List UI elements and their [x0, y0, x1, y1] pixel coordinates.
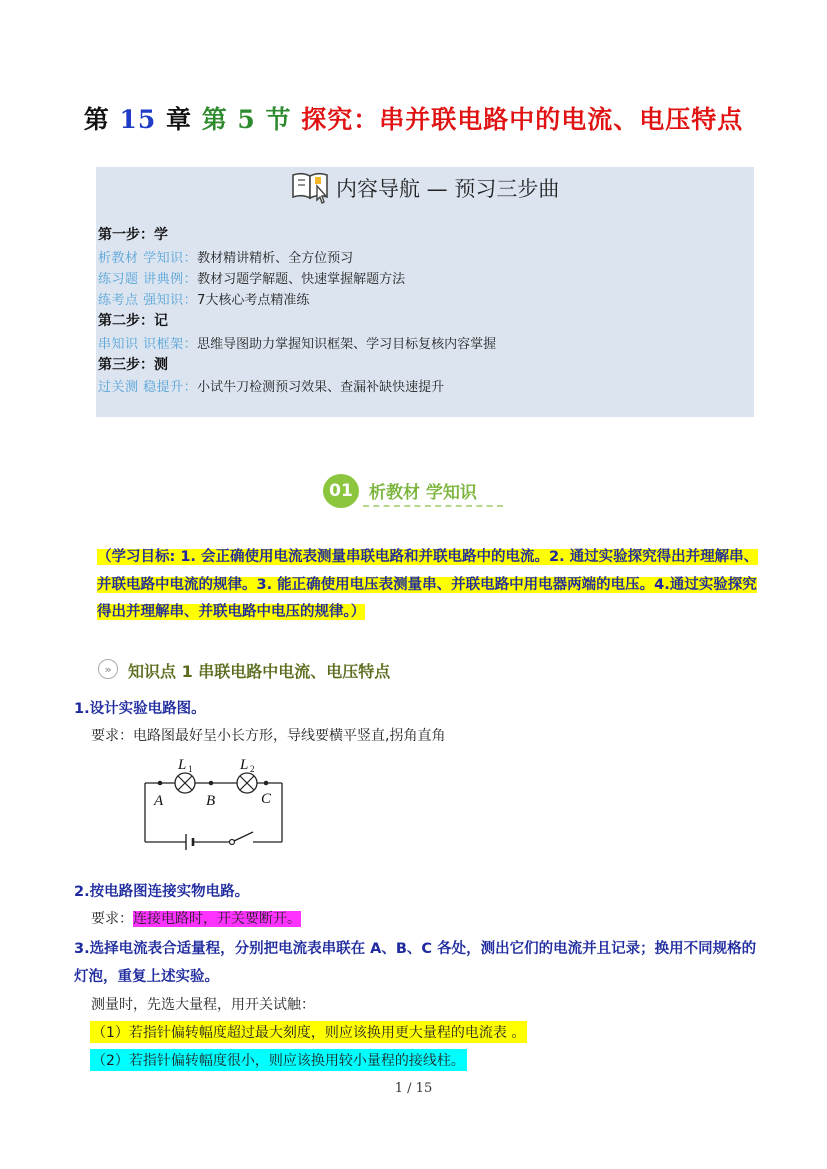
nav-line-desc: 7大核心考点精准练 [197, 293, 310, 308]
section-label: 析教材 学知识 [369, 483, 477, 503]
lamp-l1-label: L [178, 757, 187, 773]
nav-line-tag: 练习题 讲典例： [98, 272, 198, 287]
nav-line [98, 333, 496, 352]
nav-line [98, 376, 444, 395]
measurement-note: 测量时，先选大量程，用开关试触： [91, 997, 315, 1013]
nav-line-tag: 析教材 学知识： [98, 251, 198, 266]
knowledge-point-title: 知识点 1 串联电路中电流、电压特点 [128, 662, 391, 681]
lamp-l2-subscript: 2 [250, 764, 255, 774]
learning-goal-line: 得出并理解串、并联电路中电压的规律。） [97, 604, 366, 620]
learning-goal-line: （学习目标: 1. 会正确使用电流表测量串联电路和并联电路中的电流。2. 通过实验探究得出并理解串、 [97, 549, 759, 565]
series-circuit-diagram [140, 755, 290, 860]
book-pointer-icon [290, 167, 332, 209]
lamp-l2-icon [237, 773, 257, 793]
step-heading: 1.设计实验电路图。 [74, 701, 206, 717]
switch-contact [230, 840, 235, 845]
nav-line-desc: 教材习题学解题、快速掌握解题方法 [197, 272, 406, 287]
double-chevron-icon: » [98, 659, 118, 679]
point-c-label: C [261, 791, 272, 807]
nav-heading: 内容导航 — 预习三步曲 [336, 177, 560, 201]
title-section-number: 5 [237, 105, 256, 134]
step-heading-continued: 灯泡，重复上述实验。 [74, 969, 219, 985]
switch-lever [234, 832, 253, 841]
page-number: 1 / 15 [394, 1081, 433, 1096]
page-title [0, 100, 827, 136]
step-title: 第二步：记 [98, 313, 168, 329]
point-a-dot [158, 781, 163, 786]
section-underline [363, 505, 503, 507]
title-part: 章 [165, 105, 192, 134]
lamp-l1-icon [175, 773, 195, 793]
point-b-dot [209, 781, 214, 786]
nav-line-desc: 思维导图助力掌握知识框架、学习目标复核内容掌握 [197, 337, 497, 352]
title-chapter-number: 15 [119, 105, 157, 134]
nav-line [98, 247, 353, 266]
option-item: （1）若指针偏转幅度超过最大刻度，则应该换用更大量程的电流表 。 [90, 1021, 527, 1043]
requirement-text: 要求：电路图最好呈小长方形，导线要横平竖直,拐角直角 [91, 728, 446, 744]
option-item: （2）若指针偏转幅度很小，则应该换用较小量程的接线柱。 [90, 1049, 467, 1071]
step-title: 第三步：测 [98, 357, 168, 373]
learning-goal-line: 并联电路中电流的规律。3. 能正确使用电压表测量串、并联电路中用电器两端的电压。4.通过实验探究 [97, 577, 757, 593]
title-topic: 探究：串并联电路中的电流、电压特点 [301, 105, 744, 134]
nav-header [290, 168, 559, 208]
title-part: 第 [83, 105, 110, 134]
section-badge [323, 472, 513, 512]
step-title: 第一步：学 [98, 227, 168, 243]
nav-line [98, 289, 309, 308]
title-part: 节 [265, 105, 292, 134]
step-heading: 3.选择电流表合适量程，分别把电流表串联在 A、B、C 各处，测出它们的电流并且记录；换用不同规格的 [74, 941, 757, 957]
nav-line-desc: 教材精讲精析、全方位预习 [197, 251, 354, 266]
nav-line-tag: 串知识 识框架： [98, 337, 198, 352]
title-part: 第 [201, 105, 228, 134]
point-a-label: A [154, 793, 164, 809]
point-b-label: B [206, 793, 216, 809]
step-heading: 2.按电路图连接实物电路。 [74, 884, 250, 900]
highlighted-requirement: 连接电路时，开关要断开。 [133, 911, 301, 927]
nav-line-tag: 练考点 强知识： [98, 293, 198, 308]
nav-line-tag: 过关测 稳提升： [98, 380, 198, 395]
nav-line-desc: 小试牛刀检测预习效果、查漏补缺快速提升 [197, 380, 445, 395]
requirement-text: 要求：连接电路时，开关要断开。 [91, 911, 301, 927]
point-c-dot [264, 781, 269, 786]
nav-line [98, 268, 405, 287]
lamp-l2-label: L [240, 757, 249, 773]
section-number: 01 [323, 474, 359, 508]
lamp-l1-subscript: 1 [188, 764, 193, 774]
